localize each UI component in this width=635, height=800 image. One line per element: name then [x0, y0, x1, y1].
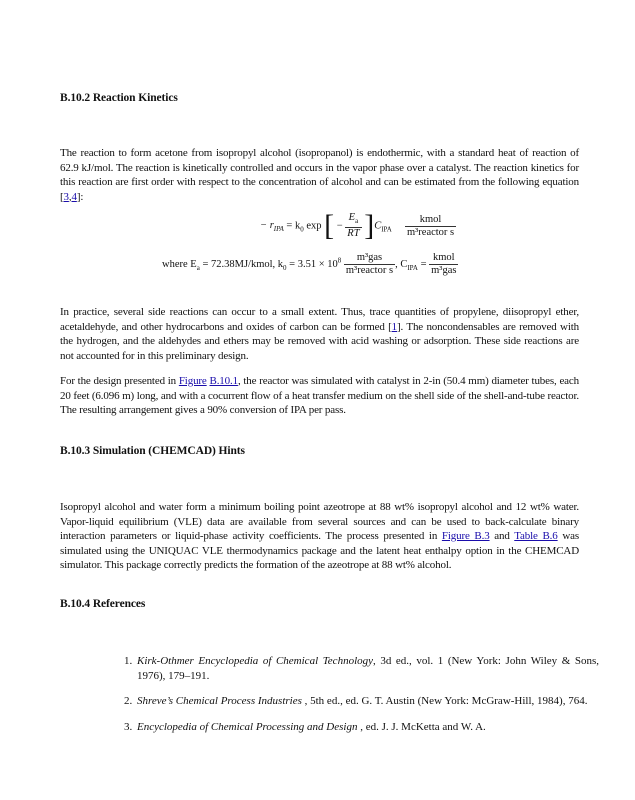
citation-link-3[interactable]: 3 [63, 190, 69, 203]
reference-list [115, 654, 599, 745]
constants-equation: where $E_a$ = 72.38MJ/kmol, $k_0 = 3.51 \times 10^8$ $\frac{\text{m³gas}}{\text{m³reactor s}}$ , $C_{IPA}$ = $\frac{\text{kmol}}{\text{m³gas}}$ [162, 252, 457, 276]
figure-link[interactable]: Figure [178, 375, 207, 387]
rate-equation: − $r_{IPA} = k_0$ exp [ − $\frac{E_a}{RT}$ ]$C_{IPA}$ $\frac{\text{kmol}}{\text{m³reactor s}}$ [260, 209, 455, 243]
section-heading-reaction-kinetics: B.10.2 Reaction Kinetics [60, 92, 178, 104]
figure-b-3-link[interactable]: Figure B.3 [441, 530, 490, 542]
simulation-paragraph: Isopropyl alcohol and water form a minimum boiling point azeotrope at 88 wt% isopropyl alcohol and 12 wt% water. Vapor-liquid equilibrium (VLE) data are available from several sources and can be used to back-calculate binary interaction parameters or liquid-phase activity coefficients. The process presented in Figure B.3 and Table B.6 was simulated using the UNIQUAC VLE thermodynamics package and the latent heat enthalpy option in the CHEMCAD simulator. This package correctly predicts the formation of the azeotrope at 88 wt% alcohol. [60, 501, 580, 571]
citation-link-1[interactable]: 1 [391, 320, 398, 333]
reference-item: 2. Shreve’s Chemical Process Industries , 5th ed., ed. G. T. Austin (New York: McGraw-Hill, 1984), 764. [135, 694, 599, 709]
section-heading-simulation: B.10.3 Simulation (CHEMCAD) Hints [60, 445, 245, 457]
figure-b-10-1-link[interactable]: B.10.1 [209, 375, 238, 387]
kinetics-paragraph-2: In practice, several side reactions can occur to a small extent. Thus, trace quantities of propylene, diisopropyl ether, acetaldehyde, and other hydrocarbons and oxides of carbon can be formed [1]. The noncondensables are removed with the hydrogen, and the aldehydes and ethers may be removed with acid washing or adsorption. These side reactions are not accounted for in this preliminary design. [60, 306, 579, 362]
reference-item: 3. Encyclopedia of Chemical Processing and Design , ed. J. J. McKetta and W. A. [135, 720, 599, 735]
citation-link-4[interactable]: 4 [71, 190, 77, 203]
kinetics-paragraph-3: For the design presented in Figure B.10.1, the reactor was simulated with catalyst in 2-in (50.4 mm) diameter tubes, each 20 feet (6.096 m) long, and with a cocurrent flow of a heat transfer medium on the shell side of the shell-and-tube reactor. The resulting arrangement gives a 90% conversion of IPA per pass. [60, 375, 579, 416]
page-bottom-cutoff [0, 741, 635, 800]
kinetics-paragraph-1: The reaction to form acetone from isopropyl alcohol (isopropanol) is endothermic, with a standard heat of reaction of 62.9 kJ/mol. The reaction is kinetically controlled and occurs in the vapor phase over a catalyst. The reaction kinetics for this reaction are first order with respect to the concentration of alcohol and can be estimated from the following equation [3,4]: [60, 147, 579, 203]
table-b-6-link[interactable]: Table B.6 [514, 530, 558, 542]
section-heading-references: B.10.4 References [60, 598, 146, 610]
reference-item: 1. Kirk-Othmer Encyclopedia of Chemical Technology, 3d ed., vol. 1 (New York: John Wiley & Sons, 1976), 179–191. [135, 654, 599, 683]
